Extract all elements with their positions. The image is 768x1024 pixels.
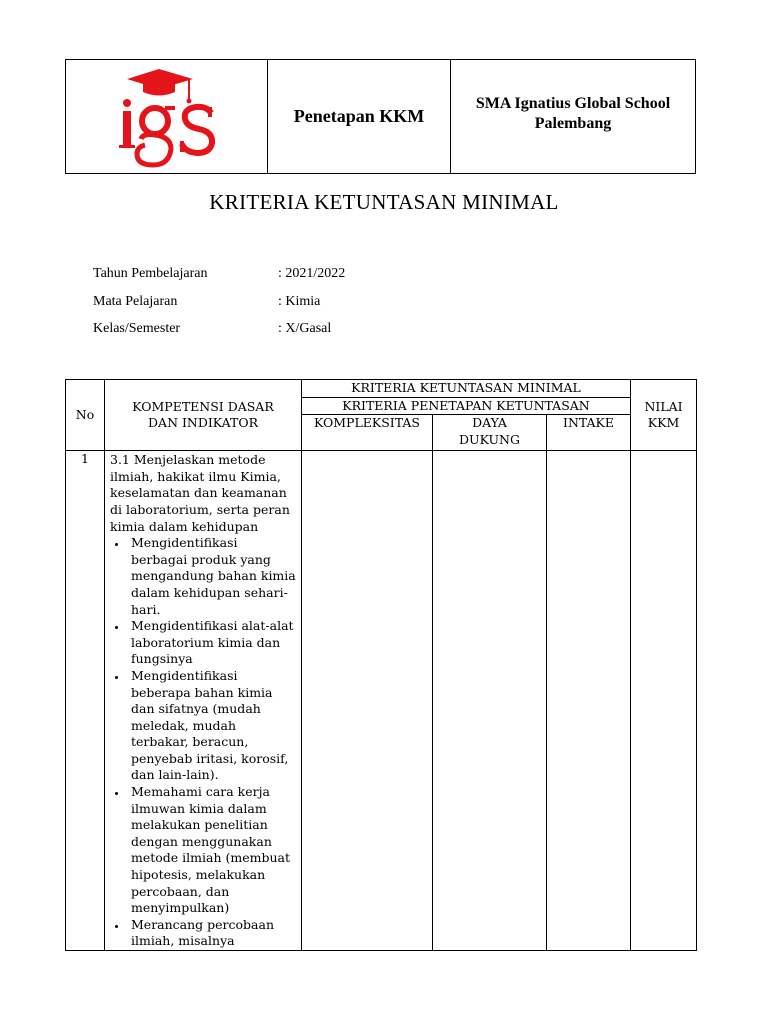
indicator-item: • Merancang percobaan ilmiah, misalnya — [128, 917, 297, 950]
school-city: Palembang — [534, 115, 612, 132]
col-header-no: No — [66, 380, 105, 451]
school-name-cell — [451, 60, 695, 173]
col-header-kd-line1: KOMPETENSI DASAR — [132, 398, 274, 414]
school-logo — [66, 60, 268, 173]
col-header-intake: INTAKE — [547, 415, 631, 451]
document-header — [65, 59, 696, 174]
row-kompleksitas — [302, 451, 433, 951]
table-header-row — [66, 380, 697, 398]
doc-type: Penetapan KKM — [293, 106, 425, 126]
meta-value: : X/Gasal — [278, 321, 332, 336]
row-intake — [547, 451, 631, 951]
group-header-kkm: KRITERIA KETUNTASAN MINIMAL — [302, 380, 631, 398]
doc-type-cell — [268, 60, 451, 173]
col-header-kd — [105, 380, 302, 451]
kkm-table — [65, 379, 697, 951]
row-no: 1 — [66, 451, 105, 951]
meta-label: Kelas/Semester — [93, 321, 181, 336]
meta-label: Mata Pelajaran — [93, 294, 178, 309]
col-header-nilai-line2: KKM — [647, 415, 680, 431]
col-header-nilai — [631, 380, 697, 451]
indicator-item: • Mengidentifikasi berbagai produk yang mengandung bahan kimia dalam kehidupan sehari-hari. — [128, 535, 297, 618]
igs-logo-icon — [115, 65, 219, 169]
table-row — [66, 451, 697, 951]
indicator-item: • Mengidentifikasi beberapa bahan kimia dan sifatnya (mudah meledak, mudah terbakar, beracun, penyebab iritasi, korosif, dan lain-lain). — [128, 668, 297, 784]
indicator-item: • Memahami cara kerja ilmuwan kimia dalam melakukan penelitian dengan menggunakan metode ilmiah (membuat hipotesis, melakukan percobaan, dan menyimpulkan) — [128, 784, 297, 917]
meta-value: : 2021/2022 — [278, 266, 346, 281]
meta-value: : Kimia — [278, 294, 321, 309]
indicator-list — [110, 535, 297, 950]
row-kd-cell — [105, 451, 302, 951]
col-header-daya-dukung — [433, 415, 547, 451]
school-name: SMA Ignatius Global School — [475, 95, 671, 112]
col-header-nilai-line1: NILAI — [644, 398, 683, 414]
col-header-kd-line2: DAN INDIKATOR — [148, 415, 258, 431]
col-header-daya-line1: DAYA — [472, 415, 507, 431]
meta-label: Tahun Pembelajaran — [93, 266, 208, 281]
row-kd-text: 3.1 Menjelaskan metode ilmiah, hakikat ilmu Kimia, keselamatan dan keamanan di laboratorium, serta peran kimia dalam kehidupan — [110, 452, 290, 534]
row-nilai-kkm — [631, 451, 697, 951]
indicator-item: • Mengidentifikasi alat-alat laboratorium kimia dan fungsinya — [128, 618, 297, 668]
col-header-daya-line2: DUKUNG — [459, 431, 520, 447]
row-daya-dukung — [433, 451, 547, 951]
document-title: KRITERIA KETUNTASAN MINIMAL — [209, 190, 559, 214]
col-header-kompleksitas: KOMPLEKSITAS — [302, 415, 433, 451]
group-header-penetapan: KRITERIA PENETAPAN KETUNTASAN — [302, 397, 631, 415]
